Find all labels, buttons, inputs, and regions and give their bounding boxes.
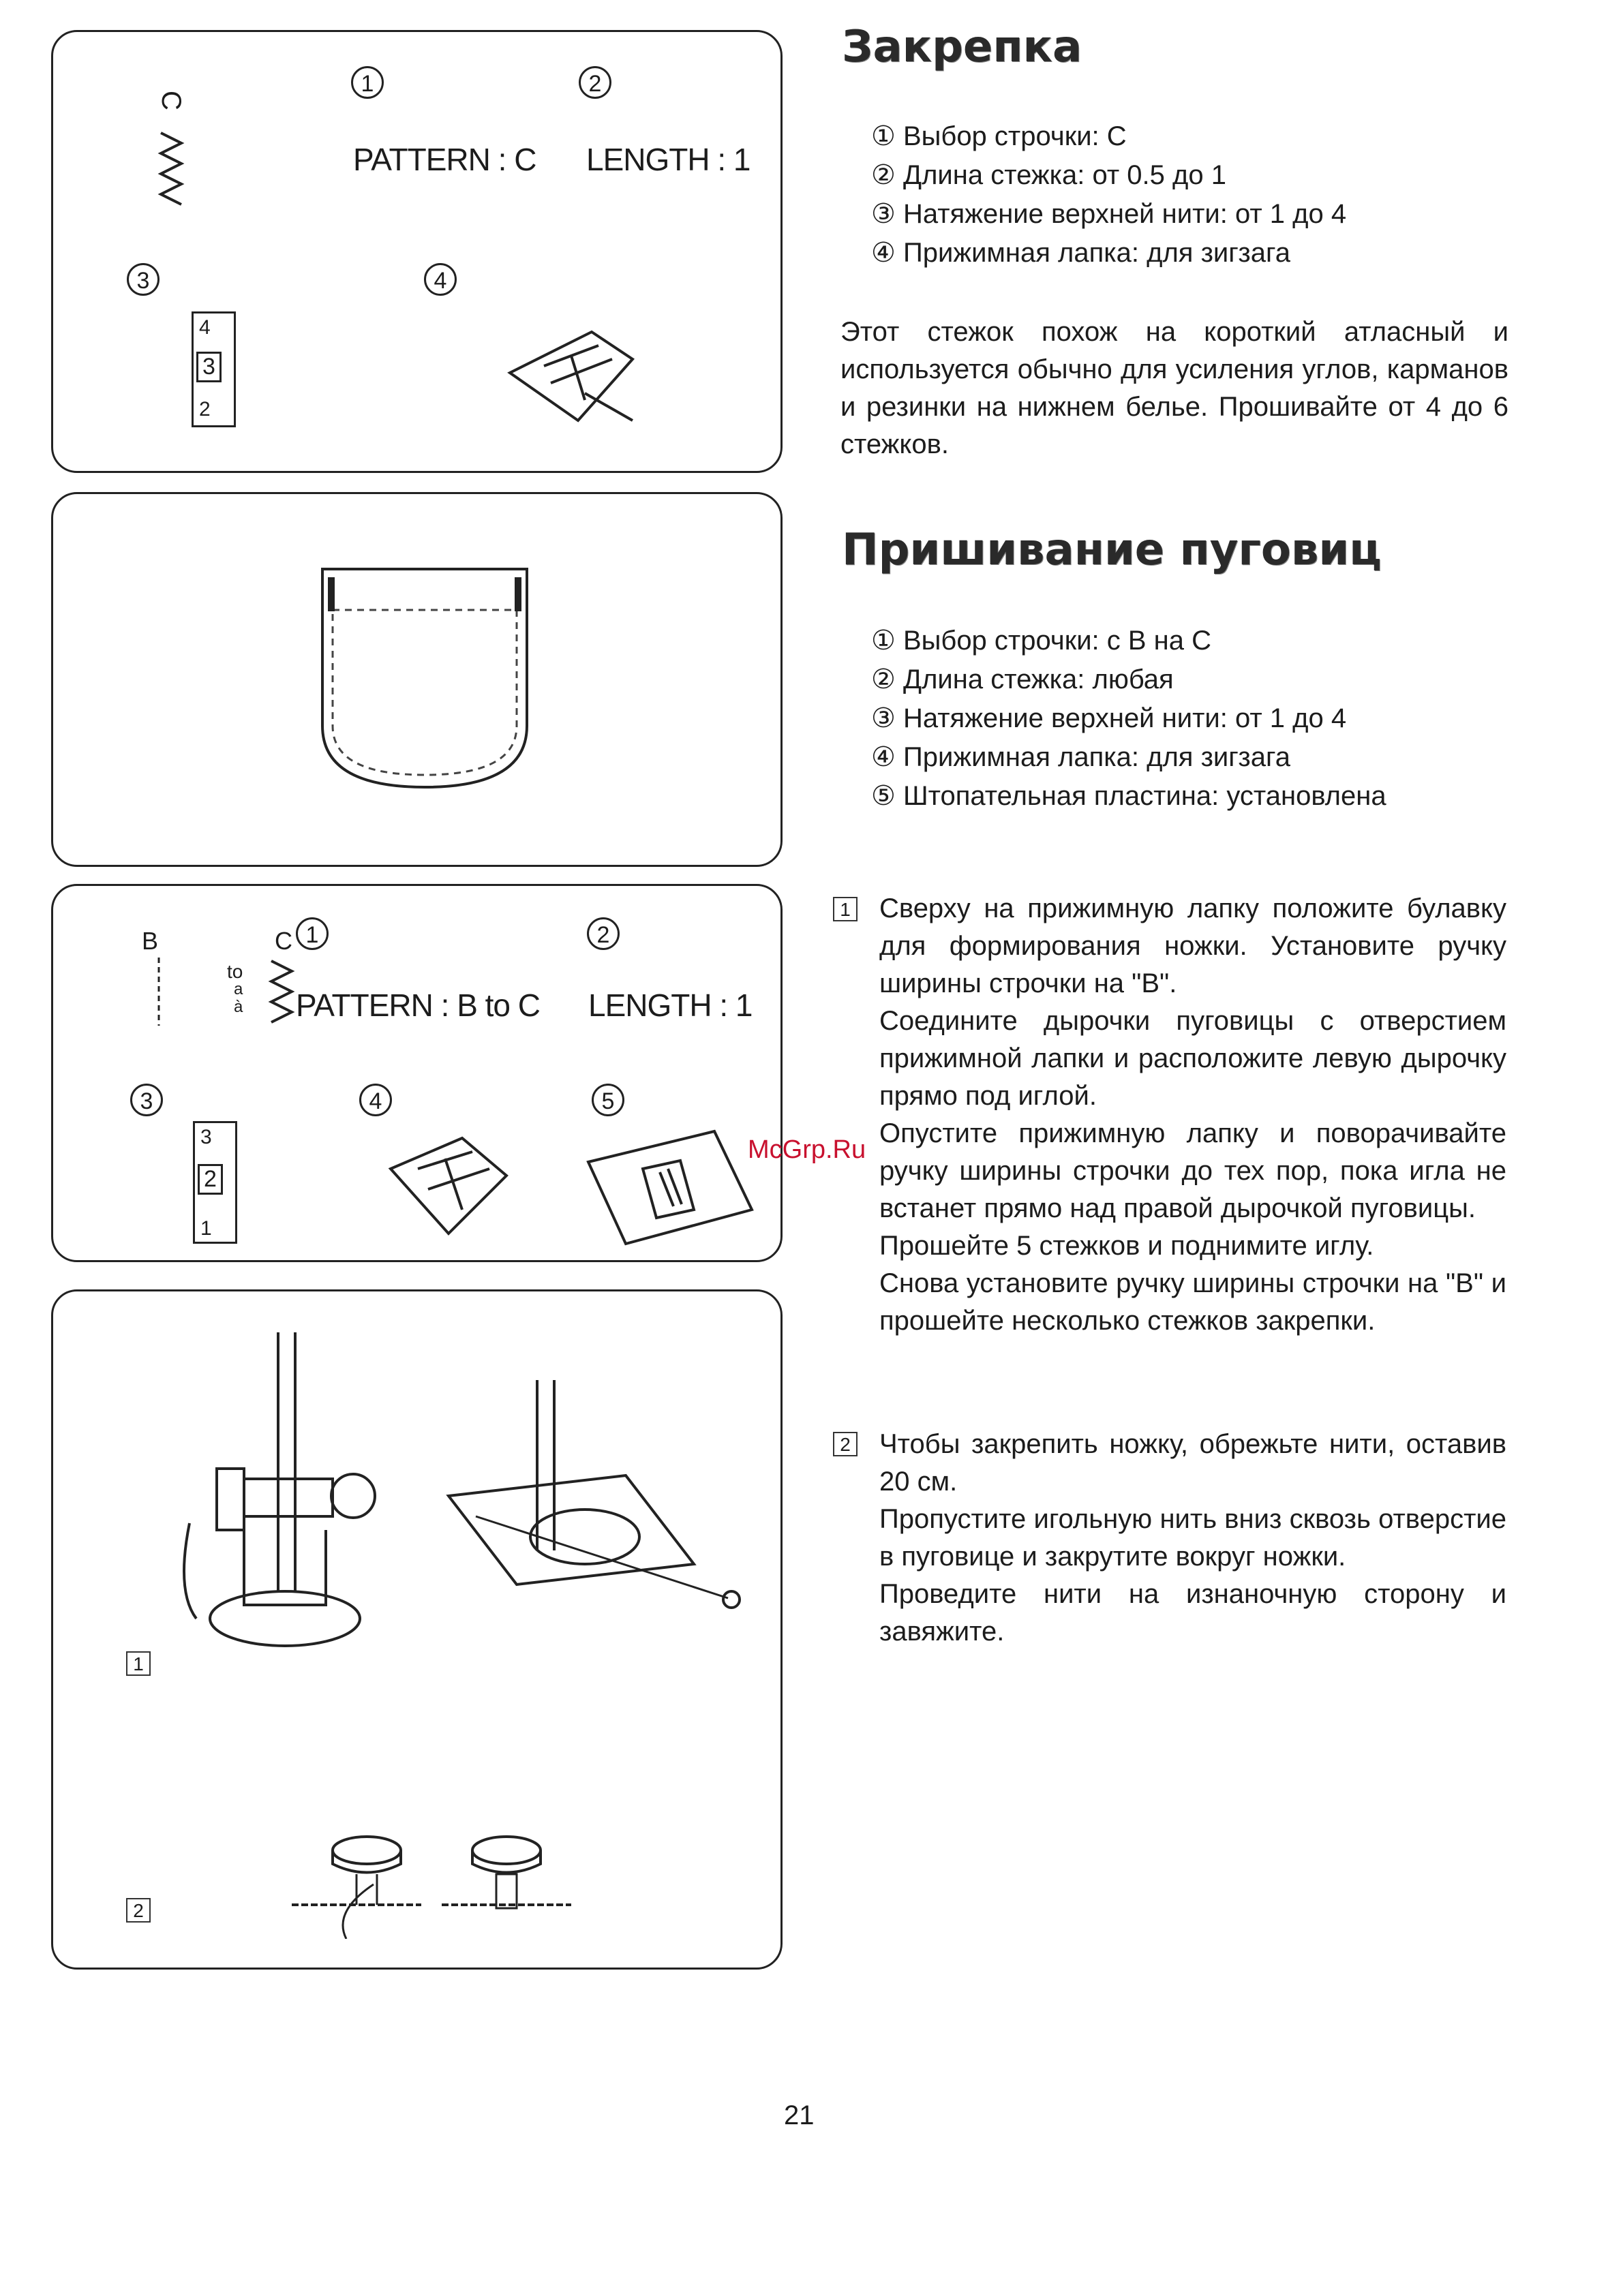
tension-dial <box>192 311 236 427</box>
setting-tension: ③ Натяжение верхней нити: от 1 до 4 <box>871 199 1347 229</box>
symbol-c: C <box>275 927 292 955</box>
zigzag-foot-icon <box>380 1128 517 1244</box>
step-1-para-3: Опустите прижимную лапку и поворачивайте ручку ширины строчки до тех пор, пока игла не встанет прямо над правой дырочкой пуговицы. <box>879 1118 1506 1223</box>
step-mark-1: 1 <box>126 1651 151 1676</box>
darning-plate-icon <box>578 1121 762 1251</box>
mark-3: 3 <box>127 263 160 296</box>
step-mark-2: 2 <box>126 1898 151 1923</box>
pattern-label: PATTERN : C <box>353 142 536 177</box>
mark-3: 3 <box>130 1084 163 1116</box>
a-accent-text: à <box>234 998 243 1016</box>
button-on-foot-illustration <box>435 1380 748 1666</box>
setting-tension: ③ Натяжение верхней нити: от 1 до 4 <box>871 703 1347 733</box>
tension-dial <box>193 1121 237 1244</box>
setting-foot: ④ Прижимная лапка: для зигзага <box>871 238 1290 268</box>
bartack-settings-list <box>871 117 1346 273</box>
dial-1: 1 <box>200 1217 212 1240</box>
mark-1: 1 <box>351 66 384 99</box>
step-2-instructions <box>879 1426 1506 1651</box>
setting-pattern: ① Выбор строчки: С <box>871 121 1127 151</box>
zigzag-icon <box>154 126 188 208</box>
dial-2: 2 <box>198 1164 223 1195</box>
step-1-para-4: Прошейте 5 стежков и поднимите иглу. <box>879 1231 1374 1261</box>
bartack-description <box>840 313 1508 463</box>
page-number: 21 <box>784 2100 815 2130</box>
step-1-para-5: Снова установите ручку ширины строчки на "В" и прошейте несколько стежков закрепки. <box>879 1268 1506 1336</box>
mark-4: 4 <box>359 1084 392 1116</box>
pocket-icon <box>316 562 534 794</box>
step-2-mark: 2 <box>833 1432 858 1456</box>
dial-3: 3 <box>200 1126 212 1148</box>
bartack-description-text: Этот стежок похож на короткий атласный и используется обычно для усиления углов, карманов и резинки на нижнем белье. Прошивайте от 4 до 6 стежков. <box>840 317 1508 459</box>
button-settings-list <box>871 622 1386 816</box>
dial-4: 4 <box>199 316 211 339</box>
dial-2: 2 <box>199 398 211 420</box>
setting-length: ② Длина стежка: любая <box>871 664 1174 694</box>
watermark: McGrp.Ru <box>748 1135 866 1164</box>
step-2-para-3: Проведите нити на изнаночную сторону и завяжите. <box>879 1579 1506 1647</box>
step-1-mark: 1 <box>833 897 858 921</box>
step-1-para-2: Соедините дырочки пуговицы с отверстием прижимной лапки и расположите левую дырочку прямо под иглой. <box>879 1006 1506 1111</box>
pattern-symbol <box>154 85 195 215</box>
symbol-c: C <box>155 91 186 110</box>
mark-1: 1 <box>296 917 329 950</box>
step-1-para-1: Сверху на прижимную лапку положите булавку для формирования ножки. Установите ручку ширины строчки на "В". <box>879 893 1506 998</box>
bartack-title: Закрепка <box>842 22 1082 72</box>
bartack-settings-panel <box>51 30 783 473</box>
pattern-symbol-b-to-c <box>132 927 309 1029</box>
button-settings-panel <box>51 884 783 1262</box>
step-2-para-2: Пропустите игольную нить вниз сквозь отверстие в пуговице и закрутите вокруг ножки. <box>879 1504 1506 1572</box>
to-text: to <box>227 961 243 982</box>
mark-2: 2 <box>587 917 620 950</box>
length-label: LENGTH : 1 <box>588 988 753 1023</box>
step-2-para-1: Чтобы закрепить ножку, обрежьте нити, оставив 20 см. <box>879 1429 1506 1497</box>
finished-buttons-illustration <box>292 1823 633 1939</box>
zigzag-foot-icon <box>496 318 646 434</box>
button-sewing-title: Пришивание пуговиц <box>842 525 1382 575</box>
setting-darning-plate: ⑤ Штопательная пластина: установлена <box>871 781 1386 811</box>
button-illustration-panel <box>51 1289 783 1970</box>
zigzag-icon <box>264 958 299 1032</box>
setting-length: ② Длина стежка: от 0.5 до 1 <box>871 160 1226 190</box>
length-label: LENGTH : 1 <box>586 142 750 177</box>
step-1-instructions <box>879 890 1506 1340</box>
setting-pattern: ① Выбор строчки: с В на С <box>871 626 1212 656</box>
straight-stitch-icon <box>145 958 172 1026</box>
needle-and-foot-illustration <box>149 1332 455 1659</box>
mark-2: 2 <box>579 66 611 99</box>
symbol-b: B <box>142 927 159 955</box>
pattern-label: PATTERN : B to C <box>296 988 541 1023</box>
setting-foot: ④ Прижимная лапка: для зигзага <box>871 742 1290 772</box>
pocket-illustration-panel <box>51 492 783 867</box>
mark-4: 4 <box>424 263 457 296</box>
a-text: a <box>234 980 243 998</box>
mark-5: 5 <box>592 1084 624 1116</box>
dial-3: 3 <box>196 352 222 382</box>
